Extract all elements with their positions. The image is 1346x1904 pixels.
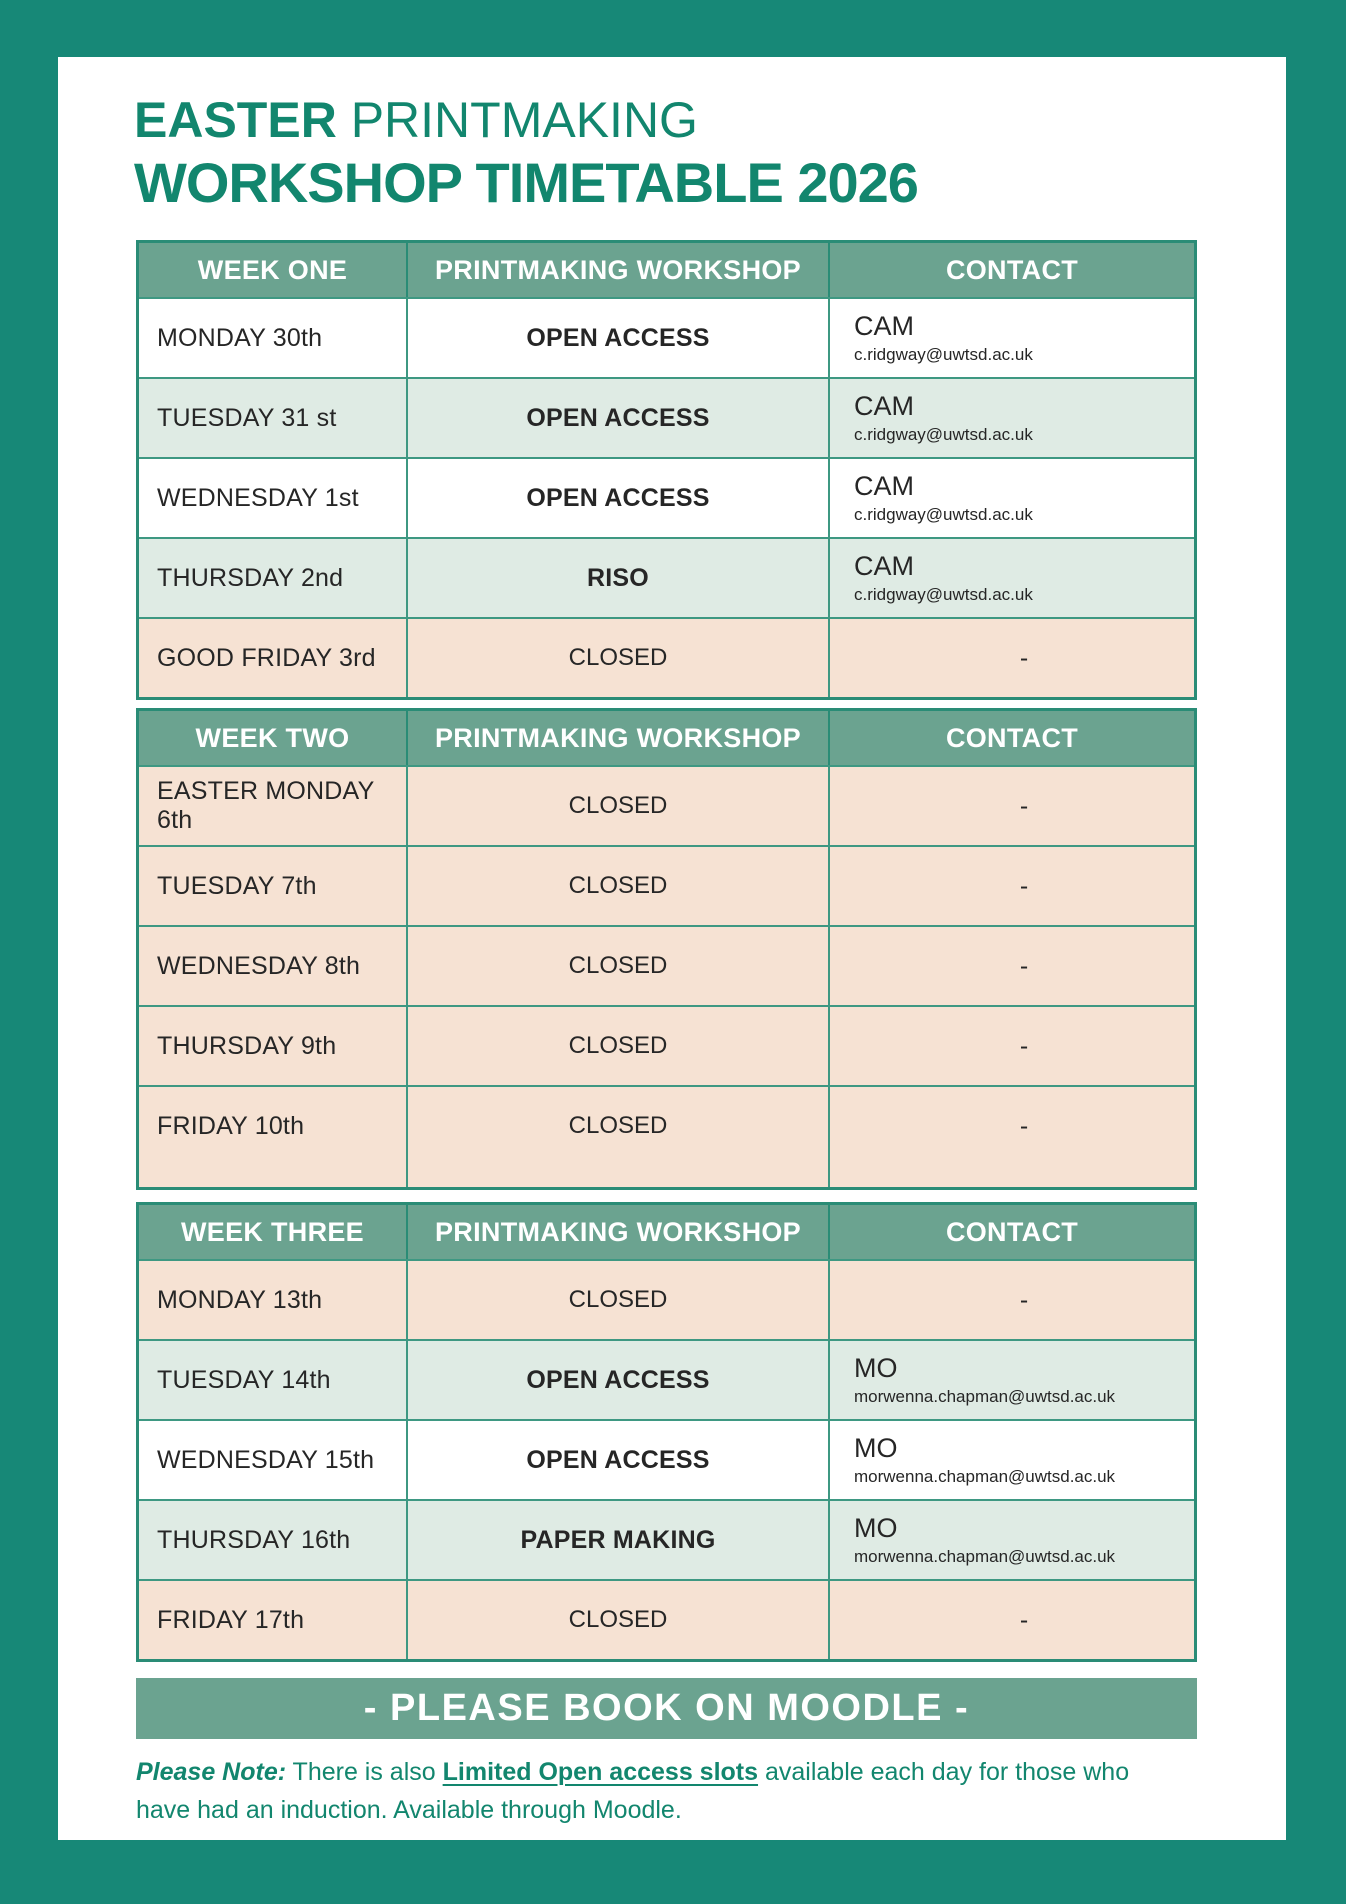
workshop-cell: CLOSED bbox=[408, 1581, 830, 1659]
contact-email: morwenna.chapman@uwtsd.ac.uk bbox=[854, 1386, 1116, 1406]
day-cell: THURSDAY 16th bbox=[139, 1501, 408, 1579]
contact-name: CAM bbox=[854, 310, 914, 341]
week-two-table bbox=[136, 708, 1197, 1190]
workshop-cell: CLOSED bbox=[408, 619, 830, 697]
table-row bbox=[139, 377, 1194, 457]
day-cell: EASTER MONDAY 6th bbox=[139, 767, 408, 845]
contact-cell: - bbox=[1019, 871, 1029, 900]
contact-cell: - bbox=[1019, 791, 1029, 820]
day-cell: WEDNESDAY 8th bbox=[139, 927, 408, 1005]
day-cell: THURSDAY 9th bbox=[139, 1007, 408, 1085]
day-cell: FRIDAY 10th bbox=[139, 1087, 408, 1187]
contact-name: MO bbox=[854, 1432, 898, 1463]
table-row bbox=[139, 457, 1194, 537]
day-cell: MONDAY 13th bbox=[139, 1261, 408, 1339]
workshop-cell: CLOSED bbox=[408, 1087, 830, 1187]
contact-name: MO bbox=[854, 1512, 898, 1543]
page-title bbox=[134, 91, 1234, 215]
week-two-header-row bbox=[139, 711, 1194, 765]
table-row bbox=[139, 1419, 1194, 1499]
title-line-1 bbox=[134, 91, 1234, 149]
contact-cell bbox=[830, 459, 1194, 537]
contact-cell bbox=[830, 539, 1194, 617]
contact-cell: - bbox=[1019, 1605, 1029, 1634]
column-header-week: WEEK THREE bbox=[139, 1205, 408, 1259]
title-word-printmaking: PRINTMAKING bbox=[336, 92, 698, 148]
column-header-workshop: PRINTMAKING WORKSHOP bbox=[408, 243, 830, 297]
contact-cell: - bbox=[1019, 1111, 1029, 1140]
table-row bbox=[139, 617, 1194, 697]
note-underlined-text: Limited Open access slots bbox=[442, 1758, 759, 1786]
workshop-cell: OPEN ACCESS bbox=[408, 299, 830, 377]
column-header-contact: CONTACT bbox=[945, 722, 1079, 753]
week-three-table bbox=[136, 1202, 1197, 1662]
table-row bbox=[139, 1259, 1194, 1339]
contact-cell bbox=[830, 1421, 1194, 1499]
table-row bbox=[139, 1085, 1194, 1187]
table-row bbox=[139, 1579, 1194, 1659]
column-header-contact: CONTACT bbox=[945, 254, 1079, 285]
column-header-contact: CONTACT bbox=[945, 1216, 1079, 1247]
workshop-cell: RISO bbox=[408, 539, 830, 617]
table-row bbox=[139, 1005, 1194, 1085]
note-prefix: Please Note: bbox=[136, 1758, 287, 1786]
poster-page bbox=[58, 57, 1286, 1840]
day-cell: MONDAY 30th bbox=[139, 299, 408, 377]
contact-email: c.ridgway@uwtsd.ac.uk bbox=[854, 344, 1033, 364]
table-row bbox=[139, 1339, 1194, 1419]
title-word-easter: EASTER bbox=[134, 92, 337, 148]
day-cell: TUESDAY 7th bbox=[139, 847, 408, 925]
contact-email: morwenna.chapman@uwtsd.ac.uk bbox=[854, 1546, 1116, 1566]
workshop-cell: CLOSED bbox=[408, 767, 830, 845]
contact-cell: - bbox=[1019, 951, 1029, 980]
workshop-cell: CLOSED bbox=[408, 1261, 830, 1339]
workshop-cell: CLOSED bbox=[408, 927, 830, 1005]
column-header-week: WEEK ONE bbox=[139, 243, 408, 297]
table-row bbox=[139, 297, 1194, 377]
contact-name: CAM bbox=[854, 470, 914, 501]
day-cell: THURSDAY 2nd bbox=[139, 539, 408, 617]
week-one-table bbox=[136, 240, 1197, 700]
contact-name: MO bbox=[854, 1352, 898, 1383]
week-three-header-row bbox=[139, 1205, 1194, 1259]
table-row bbox=[139, 537, 1194, 617]
workshop-cell: OPEN ACCESS bbox=[408, 1421, 830, 1499]
table-row bbox=[139, 765, 1194, 845]
contact-email: c.ridgway@uwtsd.ac.uk bbox=[854, 424, 1033, 444]
table-row bbox=[139, 925, 1194, 1005]
contact-cell: - bbox=[1019, 643, 1029, 672]
contact-name: CAM bbox=[854, 390, 914, 421]
note-suffix: available each day for those who have had an induction. Available through Moodle. bbox=[136, 1758, 1130, 1824]
contact-cell: - bbox=[1019, 1285, 1029, 1314]
table-row bbox=[139, 1499, 1194, 1579]
day-cell: TUESDAY 14th bbox=[139, 1341, 408, 1419]
workshop-cell: OPEN ACCESS bbox=[408, 459, 830, 537]
contact-cell bbox=[830, 379, 1194, 457]
please-note-text bbox=[136, 1753, 1144, 1829]
column-header-week: WEEK TWO bbox=[139, 711, 408, 765]
book-on-moodle-banner: - PLEASE BOOK ON MOODLE - bbox=[136, 1678, 1197, 1739]
contact-cell: - bbox=[1019, 1031, 1029, 1060]
workshop-cell: OPEN ACCESS bbox=[408, 1341, 830, 1419]
day-cell: TUESDAY 31 st bbox=[139, 379, 408, 457]
day-cell: WEDNESDAY 15th bbox=[139, 1421, 408, 1499]
title-line-2: WORKSHOP TIMETABLE 2026 bbox=[134, 151, 918, 214]
contact-cell bbox=[830, 299, 1194, 377]
contact-email: morwenna.chapman@uwtsd.ac.uk bbox=[854, 1466, 1116, 1486]
note-mid: There is also bbox=[286, 1758, 443, 1786]
contact-name: CAM bbox=[854, 550, 914, 581]
contact-cell bbox=[830, 1501, 1194, 1579]
contact-email: c.ridgway@uwtsd.ac.uk bbox=[854, 504, 1033, 524]
column-header-workshop: PRINTMAKING WORKSHOP bbox=[408, 711, 830, 765]
day-cell: GOOD FRIDAY 3rd bbox=[139, 619, 408, 697]
day-cell: FRIDAY 17th bbox=[139, 1581, 408, 1659]
week-one-header-row bbox=[139, 243, 1194, 297]
contact-cell bbox=[830, 1341, 1194, 1419]
contact-email: c.ridgway@uwtsd.ac.uk bbox=[854, 584, 1033, 604]
workshop-cell: CLOSED bbox=[408, 1007, 830, 1085]
workshop-cell: PAPER MAKING bbox=[408, 1501, 830, 1579]
day-cell: WEDNESDAY 1st bbox=[139, 459, 408, 537]
table-row bbox=[139, 845, 1194, 925]
workshop-cell: CLOSED bbox=[408, 847, 830, 925]
column-header-workshop: PRINTMAKING WORKSHOP bbox=[408, 1205, 830, 1259]
workshop-cell: OPEN ACCESS bbox=[408, 379, 830, 457]
